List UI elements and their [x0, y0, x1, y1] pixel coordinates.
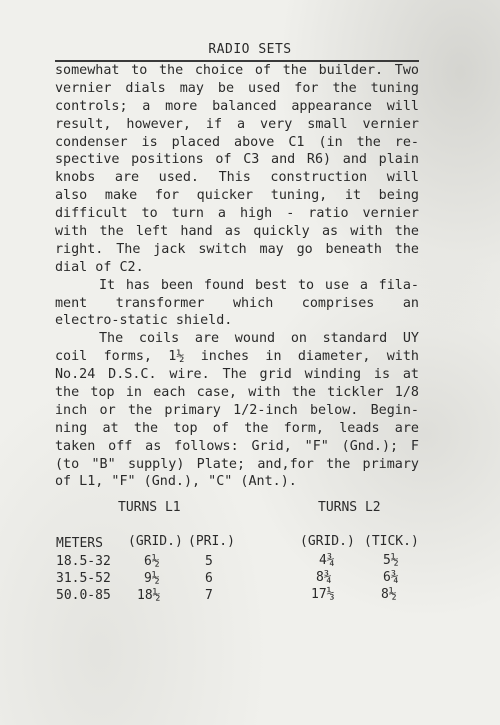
text-line: of L1, "F" (Gnd.), "C" (Ant.).: [55, 474, 297, 490]
text-line: It has been found best to use a fila-: [99, 277, 419, 293]
row-2-l1-pri: 6: [205, 571, 213, 586]
row-3-l1-grid: 18½: [137, 588, 161, 603]
text-line: (to "B" supply) Plate; and,for the primary: [55, 456, 419, 472]
row-1-l2-grid: 4¾: [319, 553, 335, 568]
row-2-l2-grid: 8¾: [316, 570, 332, 585]
row-2-l2-tick: 6¾: [383, 570, 399, 585]
text-line: right. The jack switch may go beneath the: [55, 241, 419, 257]
text-line: with the left hand as quickly as with the: [55, 224, 419, 240]
text-line: vernier dials may be used for the tuning: [55, 80, 419, 96]
text-line: No.24 D.S.C. wire. The grid winding is at: [55, 367, 419, 383]
column-header-l2-tick: (TICK.): [364, 534, 419, 549]
text-line: the top in each case, with the tickler 1/8: [55, 385, 419, 401]
text-line: inch or the primary 1/2-inch below. Begin-: [55, 402, 419, 418]
row-1-l2-tick: 5½: [383, 553, 399, 568]
row-1-l1-pri: 5: [205, 554, 213, 569]
text-line: coil forms, 1½ inches in diameter, with: [55, 349, 419, 365]
row-3-l2-tick: 8½: [381, 587, 397, 602]
text-line: result, however, if a very small vernier: [55, 116, 419, 132]
heading-turns-l1: TURNS L1: [118, 500, 181, 515]
text-line: also make for quicker tuning, it being: [55, 188, 419, 204]
text-line: somewhat to the choice of the builder. Two: [55, 63, 419, 78]
text-line: knobs are used. This construction will: [55, 170, 419, 186]
text-line: taken off as follows: Grid, "F" (Gnd.); F: [55, 438, 419, 454]
text-line: spective positions of C3 and R6) and plain: [55, 152, 419, 168]
text-line: controls; a more balanced appearance will: [55, 98, 419, 114]
row-3-meters: 50.0-85: [56, 588, 111, 603]
text-line: ment transformer which comprises an: [55, 295, 419, 311]
text-line: electro-static shield.: [55, 313, 233, 329]
heading-turns-l2: TURNS L2: [318, 500, 381, 515]
row-1-meters: 18.5-32: [56, 554, 111, 569]
column-header-l2-grid: (GRID.): [300, 534, 355, 549]
text-line: condenser is placed above C1 (in the re-: [55, 134, 419, 150]
column-header-meters: METERS: [56, 536, 103, 551]
row-2-meters: 31.5-52: [56, 571, 111, 586]
page-title: RADIO SETS: [208, 42, 292, 57]
text-line: The coils are wound on standard UY: [99, 331, 419, 347]
text-line: dial of C2.: [55, 259, 144, 275]
row-3-l1-pri: 7: [205, 588, 213, 603]
text-line: ning at the top of the form, leads are: [55, 420, 419, 436]
row-2-l1-grid: 9½: [144, 571, 160, 586]
column-header-l1-pri: (PRI.): [188, 534, 235, 549]
row-3-l2-grid: 17⅓: [311, 587, 335, 602]
column-header-l1-grid: (GRID.): [128, 534, 183, 549]
row-1-l1-grid: 6½: [144, 554, 160, 569]
text-line: difficult to turn a high - ratio vernier: [55, 206, 419, 222]
